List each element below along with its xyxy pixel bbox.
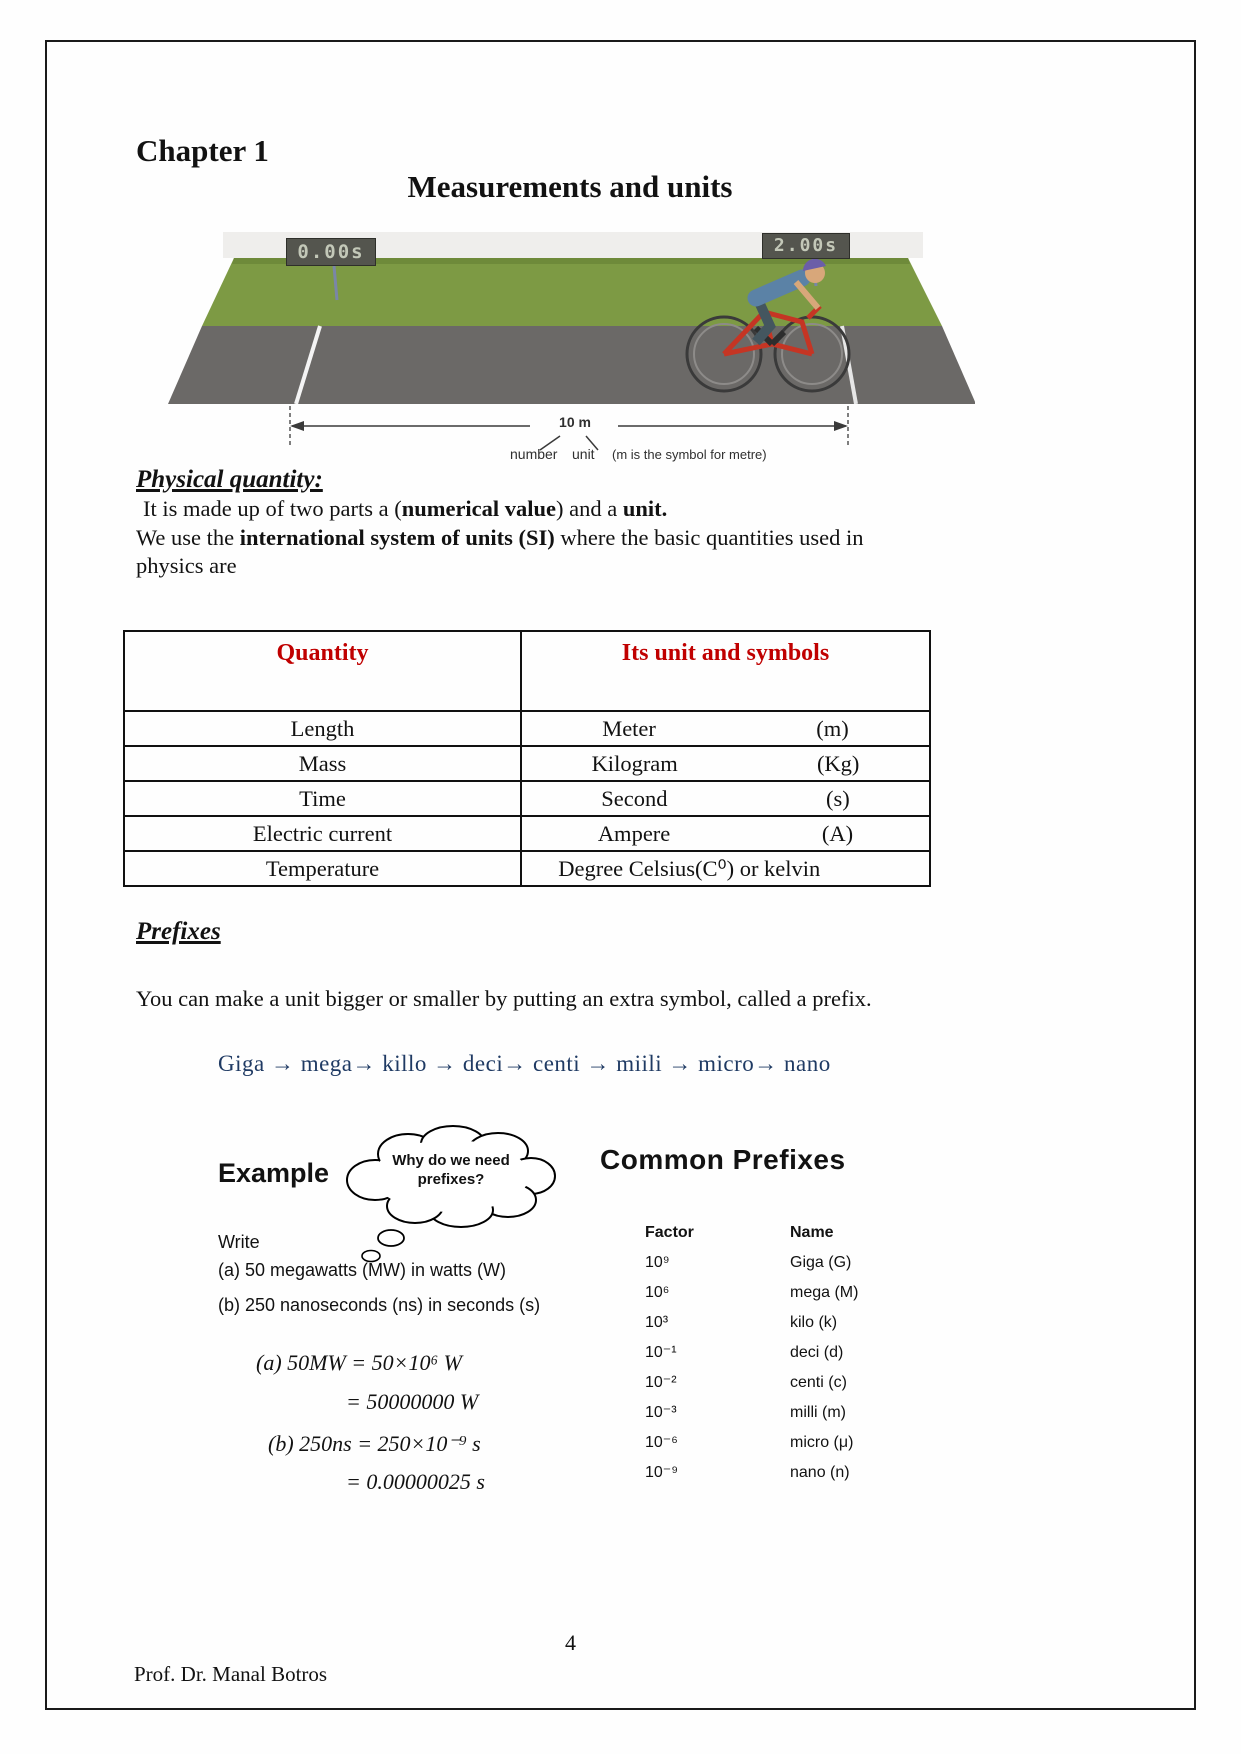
prefix-row-centi (645, 1368, 945, 1398)
unit-cell (521, 711, 930, 746)
unit-name: Meter (602, 715, 656, 741)
quantity-cell: Time (124, 781, 521, 816)
s1-mid: ) and a (556, 496, 623, 521)
common-prefixes-table (645, 1218, 945, 1488)
prefix-row-milli (645, 1398, 945, 1428)
factor-cell: 10⁹ (645, 1254, 670, 1271)
factor-cell: 10⁻⁶ (645, 1434, 678, 1451)
s2-post: where the basic quantities used in (554, 525, 864, 550)
prefix-row-mega (645, 1278, 945, 1308)
physical-quantity-sentence2-cont: physics are (136, 553, 237, 578)
quantity-cell: Length (124, 711, 521, 746)
thought-bubble-trail-1 (378, 1230, 404, 1246)
table-row-mass (124, 746, 930, 781)
s2-bold-si: international system of units (SI) (239, 525, 555, 550)
factor-cell: 10⁻² (645, 1374, 677, 1391)
page-number: 4 (565, 1630, 576, 1655)
unit-symbol: (A) (821, 820, 854, 846)
unit-cell (521, 781, 930, 816)
physical-quantity-heading: Physical quantity: (136, 466, 323, 493)
thought-bubble-text: Why do we need prefixes? (392, 1152, 510, 1188)
unit-name: Ampere (597, 820, 671, 846)
unit-cell (521, 816, 930, 851)
prefix-row-micro (645, 1428, 945, 1458)
unit-cell (521, 851, 930, 886)
math-line-b1: (b) 250ns = 250×10⁻⁹ s (268, 1431, 481, 1456)
unit-symbol: (m) (816, 715, 849, 741)
math-line-b2: = 0.00000025 s (346, 1469, 485, 1494)
name-cell: micro (μ) (790, 1434, 854, 1451)
timer-display-start: 0.00s (286, 238, 376, 266)
prefixes-intro: You can make a unit bigger or smaller by putting an extra symbol, called a prefix. (136, 986, 872, 1011)
factor-cell: 10³ (645, 1314, 669, 1331)
unit-symbol: (Kg) (816, 750, 860, 776)
factor-header: Factor (645, 1224, 694, 1241)
grass (202, 258, 942, 326)
common-prefixes-header-row (645, 1218, 945, 1248)
name-cell: centi (c) (790, 1374, 847, 1391)
factor-cell: 10⁶ (645, 1284, 670, 1301)
unit-name: Degree Celsius(C⁰) or kelvin (558, 855, 821, 881)
physical-quantity-sentence1 (136, 496, 667, 522)
prefix-row-kilo (645, 1308, 945, 1338)
math-line-a1: (a) 50MW = 50×10⁶ W (256, 1350, 462, 1375)
prefix-row-nano (645, 1458, 945, 1488)
s1-pre: It is made up of two parts a ( (143, 496, 402, 521)
chapter-heading: Chapter 1 (136, 133, 269, 168)
example-item-b: (b) 250 nanoseconds (ns) in seconds (s) (218, 1295, 541, 1315)
s1-bold-numerical-value: numerical value (401, 496, 557, 521)
unit-name: Kilogram (591, 750, 678, 776)
name-cell: milli (m) (790, 1404, 846, 1421)
prefix-row-deci (645, 1338, 945, 1368)
quantity-cell: Temperature (124, 851, 521, 886)
prefix-row-giga (645, 1248, 945, 1278)
name-cell: Giga (G) (790, 1254, 852, 1271)
quantity-cell: Mass (124, 746, 521, 781)
table-row-temperature (124, 851, 930, 886)
name-cell: mega (M) (790, 1284, 859, 1301)
factor-cell: 10⁻⁹ (645, 1464, 679, 1481)
unit-name: Second (601, 785, 668, 811)
arrowhead-left (290, 421, 304, 431)
units-table-header-unit: Its unit and symbols (521, 631, 930, 711)
footer-author: Prof. Dr. Manal Botros (134, 1662, 328, 1686)
factor-cell: 10⁻³ (645, 1404, 677, 1421)
name-cell: nano (n) (790, 1464, 850, 1481)
physical-quantity-sentence2 (136, 525, 863, 551)
write-label: Write (218, 1232, 260, 1252)
example-heading: Example (218, 1158, 330, 1188)
table-row-electric-current (124, 816, 930, 851)
quantity-cell: Electric current (124, 816, 521, 851)
page-title: Measurements and units (407, 169, 733, 204)
math-line-a2: = 50000000 W (346, 1389, 479, 1414)
example-item-a: (a) 50 megawatts (MW) in watts (W) (218, 1260, 507, 1280)
factor-cell: 10⁻¹ (645, 1344, 677, 1361)
metre-note: (m is the symbol for metre) (612, 447, 767, 462)
name-cell: deci (d) (790, 1344, 844, 1361)
name-cell: kilo (k) (790, 1314, 838, 1331)
unit-label: unit (572, 446, 595, 462)
timer-display-end: 2.00s (762, 233, 850, 259)
name-header: Name (790, 1224, 834, 1241)
distance-label: 10 m (559, 414, 591, 430)
units-table-header-quantity: Quantity (124, 631, 521, 711)
unit-cell (521, 746, 930, 781)
thought-bubble (333, 1118, 563, 1278)
arrowhead-right (834, 421, 848, 431)
prefix-chain: Giga → mega→ killo → deci→ centi → miili → micro→ nano (218, 1051, 831, 1076)
common-prefixes-title: Common Prefixes (600, 1144, 846, 1175)
s2-pre: We use the (136, 525, 240, 550)
s1-bold-unit: unit. (622, 496, 668, 521)
units-table-header-row (124, 631, 930, 711)
table-row-length (124, 711, 930, 746)
prefixes-heading: Prefixes (136, 918, 221, 945)
units-table (123, 630, 931, 887)
unit-symbol: (s) (826, 785, 850, 811)
table-row-time (124, 781, 930, 816)
number-label: number (510, 446, 558, 462)
